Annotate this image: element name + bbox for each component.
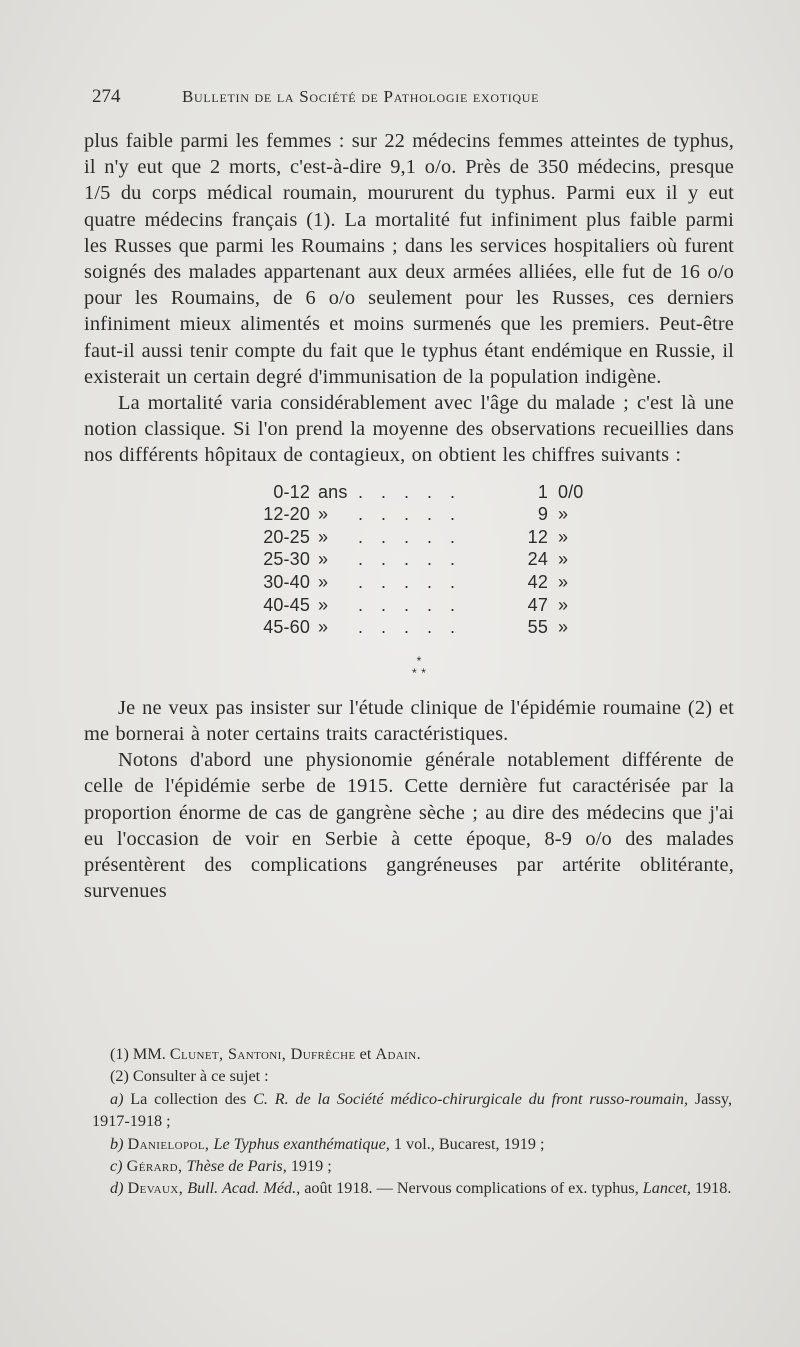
age-range: 0-12 [273,481,310,502]
paragraph-3: Je ne veux pas insister sur l'étude clinique de l'épidémie roumaine (2) et me bornerai à noter certains traits caractéristiques. [84,696,734,745]
body-text [84,128,734,904]
leader-dots: . . . . . [358,504,462,525]
leader-dots: . . . . . [358,549,462,570]
footnotes [92,1043,732,1200]
age-unit: » [318,594,329,615]
leader-dots: . . . . . [358,617,462,638]
table-row [256,526,686,549]
table-row [256,503,686,526]
table-row [256,571,686,594]
footnote-1: (1) MM. Clunet, Santoni, Dufrèche et Adain. [110,1045,421,1063]
age-range: 20-25 [263,526,310,547]
percent-unit: » [558,572,569,593]
footnote-2b: b) Danielopol, Le Typhus exanthématique, 1 vol., Bucarest, 1919 ; [110,1134,545,1153]
mortality-value: 24 [527,549,548,570]
age-unit: » [318,504,329,525]
leader-dots: . . . . . [358,594,462,615]
footnote-2: (2) Consulter à ce sujet : [110,1067,269,1086]
percent-unit: » [558,504,569,525]
age-unit: » [318,572,329,593]
age-range: 12-20 [263,504,310,525]
table-row [256,616,686,639]
mortality-value: 1 [537,481,548,502]
mortality-value: 42 [527,572,548,593]
age-unit: ans [318,481,348,502]
age-unit: » [318,526,329,547]
asterism-top: * [416,653,422,668]
footnote-2d: d) Devaux, Bull. Acad. Méd., août 1918. — Nervous complications of ex. typhus, Lancet, 1918. [110,1179,732,1198]
section-separator-asterism [104,655,734,679]
percent-unit: 0/0 [558,481,584,502]
mortality-by-age-table [256,481,686,639]
mortality-value: 47 [527,594,548,615]
paragraph-2: La mortalité varia considérablement avec l'âge du malade ; c'est là une notion classique. Si l'on prend la moyenne des observations recueillies dans nos différents hôpitaux de contagieux, on obtient les chiffres suivants : [84,392,734,467]
footnote-2c: c) Gérard, Thèse de Paris, 1919 ; [110,1157,332,1176]
footnote-2a: a) La collection des C. R. de la Société médico-chirurgicale du front russo-roumain, Jassy, 1917-1918 ; [92,1089,733,1131]
leader-dots: . . . . . [358,572,462,593]
page-header [92,86,732,112]
age-range: 30-40 [263,572,310,593]
percent-unit: » [558,617,569,638]
leader-dots: . . . . . [358,481,462,502]
table-row [256,548,686,571]
mortality-value: 12 [527,526,548,547]
mortality-value: 55 [527,617,548,638]
age-unit: » [318,549,329,570]
percent-unit: » [558,549,569,570]
age-range: 45-60 [263,617,310,638]
percent-unit: » [558,526,569,547]
mortality-value: 9 [537,504,548,525]
leader-dots: . . . . . [358,526,462,547]
asterism-bottom: * * [411,665,427,680]
table-row [256,481,686,504]
page-number: 274 [92,86,121,107]
table-row [256,594,686,617]
paragraph-4: Notons d'abord une physionomie générale notablement différente de celle de l'épidémie serbe de 1915. Cette dernière fut caractérisée par la proportion énorme de cas de gangrène sèche ; au dire des médecins que j'ai eu l'occasion de voir en Serbie à cette époque, 8-9 o/o des malades présentèrent des complications gangréneuses par artérite oblitérante, survenues [84,749,734,903]
age-unit: » [318,617,329,638]
age-range: 25-30 [263,549,310,570]
paragraph-1: plus faible parmi les femmes : sur 22 médecins femmes atteintes de typhus, il n'y eut que 2 morts, c'est-à-dire 9,1 o/o. Près de 350 médecins, presque 1/5 du corps médical roumain, moururent du typhus. Parmi eux il y eut quatre médecins français (1). La mortalité fut infiniment plus faible parmi les Russes que parmi les Roumains ; dans les services hospitaliers où furent soignés des malades appartenant aux deux armées alliées, elle fut de 16 o/o pour les Roumains, de 6 o/o seulement pour les Russes, ces derniers infiniment mieux alimentés et moins surmenés que les premiers. Peut-être faut-il aussi tenir compte du fait que le typhus étant endémique en Russie, il existerait un certain degré d'immunisation de la population indigène. [84,130,734,388]
running-head: Bulletin de la Société de Pathologie exotique [182,87,540,106]
percent-unit: » [558,594,569,615]
age-range: 40-45 [263,594,310,615]
